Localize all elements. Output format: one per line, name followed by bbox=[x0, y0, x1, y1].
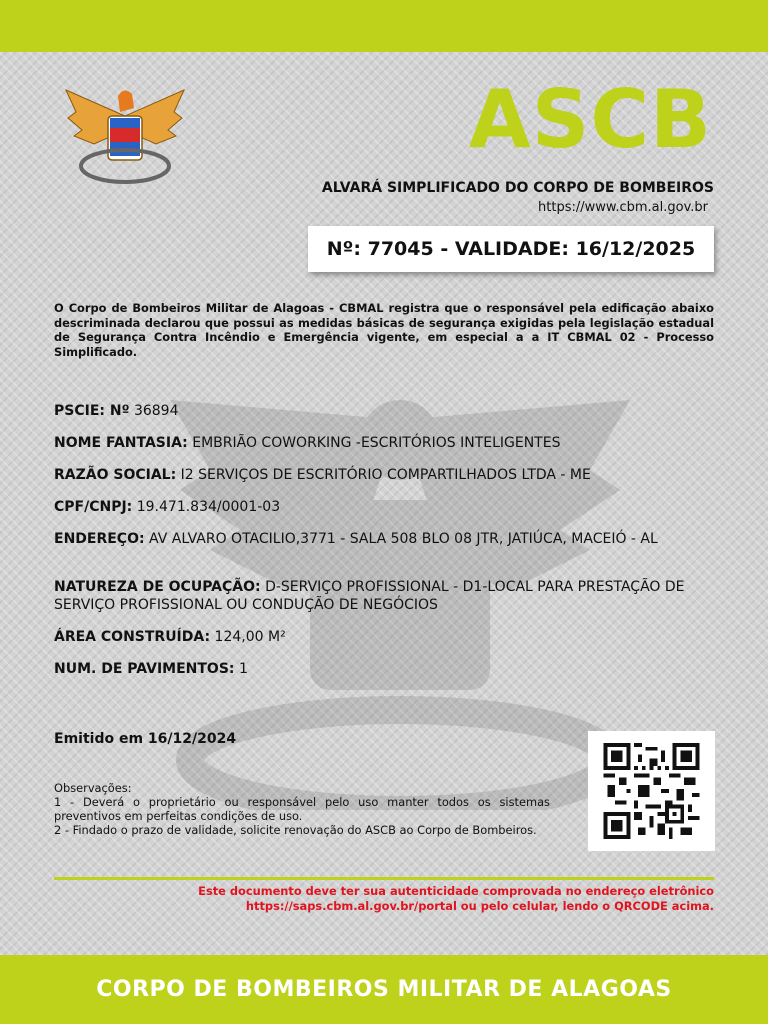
field-value: EMBRIÃO COWORKING -ESCRITÓRIOS INTELIGENTES bbox=[192, 435, 561, 451]
field-value: I2 SERVIÇOS DE ESCRITÓRIO COMPARTILHADOS LTDA - ME bbox=[180, 467, 591, 483]
field-value: 19.471.834/0001-03 bbox=[136, 499, 281, 515]
field-area bbox=[54, 628, 714, 646]
footer-bar bbox=[0, 955, 768, 1024]
authenticity-note bbox=[54, 884, 714, 913]
field-label: CPF/CNPJ: bbox=[54, 499, 133, 515]
emitted-date: Emitido em 16/12/2024 bbox=[54, 731, 237, 747]
field-value: 124,00 M² bbox=[214, 629, 286, 645]
cbmal-emblem-icon bbox=[64, 86, 186, 190]
field-natureza bbox=[54, 578, 714, 614]
field-pscie bbox=[54, 402, 714, 420]
field-label: ÁREA CONSTRUÍDA: bbox=[54, 629, 211, 645]
field-label: PSCIE: Nº bbox=[54, 403, 130, 419]
footer-title: CORPO DE BOMBEIROS MILITAR DE ALAGOAS bbox=[96, 977, 672, 1002]
top-accent-bar bbox=[0, 0, 768, 52]
qr-code-icon bbox=[600, 743, 703, 839]
field-value: 1 bbox=[238, 661, 248, 677]
field-cpf-cnpj bbox=[54, 498, 714, 516]
field-nome-fantasia bbox=[54, 434, 714, 452]
field-value: AV ALVARO OTACILIO,3771 - SALA 508 BLO 08 JTR, JATIÚCA, MACEIÓ - AL bbox=[149, 531, 658, 547]
observation-item: 2 - Findado o prazo de validade, solicite renovação do ASCB ao Corpo de Bombeiros. bbox=[54, 823, 537, 837]
field-label: ENDEREÇO: bbox=[54, 531, 145, 547]
qr-code[interactable] bbox=[588, 731, 715, 851]
brand-title: ASCB bbox=[468, 73, 712, 166]
document-title: ALVARÁ SIMPLIFICADO DO CORPO DE BOMBEIROS bbox=[321, 180, 714, 196]
field-razao-social bbox=[54, 466, 714, 484]
number-validity-box: Nº: 77045 - VALIDADE: 16/12/2025 bbox=[308, 226, 714, 272]
field-value: D-SERVIÇO PROFISSIONAL - D1-LOCAL PARA PRESTAÇÃO DE SERVIÇO PROFISSIONAL OU CONDUÇÃO DE NEGÓCIOS bbox=[54, 579, 685, 613]
field-label: NATUREZA DE OCUPAÇÃO: bbox=[54, 579, 261, 595]
observations-title: Observações: bbox=[54, 781, 132, 795]
field-label: RAZÃO SOCIAL: bbox=[54, 467, 177, 483]
observations bbox=[54, 781, 550, 837]
website-link[interactable]: https://www.cbm.al.gov.br bbox=[538, 200, 708, 215]
field-pavimentos bbox=[54, 660, 714, 678]
divider bbox=[54, 877, 714, 880]
authenticity-line-1: Este documento deve ter sua autenticidade comprovada no endereço eletrônico bbox=[198, 884, 714, 898]
field-label: NUM. DE PAVIMENTOS: bbox=[54, 661, 235, 677]
field-label: NOME FANTASIA: bbox=[54, 435, 188, 451]
intro-paragraph: O Corpo de Bombeiros Militar de Alagoas - CBMAL registra que o responsável pela edificação abaixo descriminada declarou que possui as medidas básicas de segurança exigidas pela legislação estadual de Segurança Contra Incêndio e Emergência vigente, em especial a a IT CBMAL 02 - Processo Simplificado. bbox=[54, 301, 714, 359]
field-endereco bbox=[54, 530, 714, 548]
field-value: 36894 bbox=[133, 403, 179, 419]
observation-item: 1 - Deverá o proprietário ou responsável pelo uso manter todos os sistemas preventivos em perfeitas condições de uso. bbox=[54, 795, 550, 823]
authenticity-line-2[interactable]: https://saps.cbm.al.gov.br/portal ou pelo celular, lendo o QRCODE acima. bbox=[245, 898, 714, 913]
